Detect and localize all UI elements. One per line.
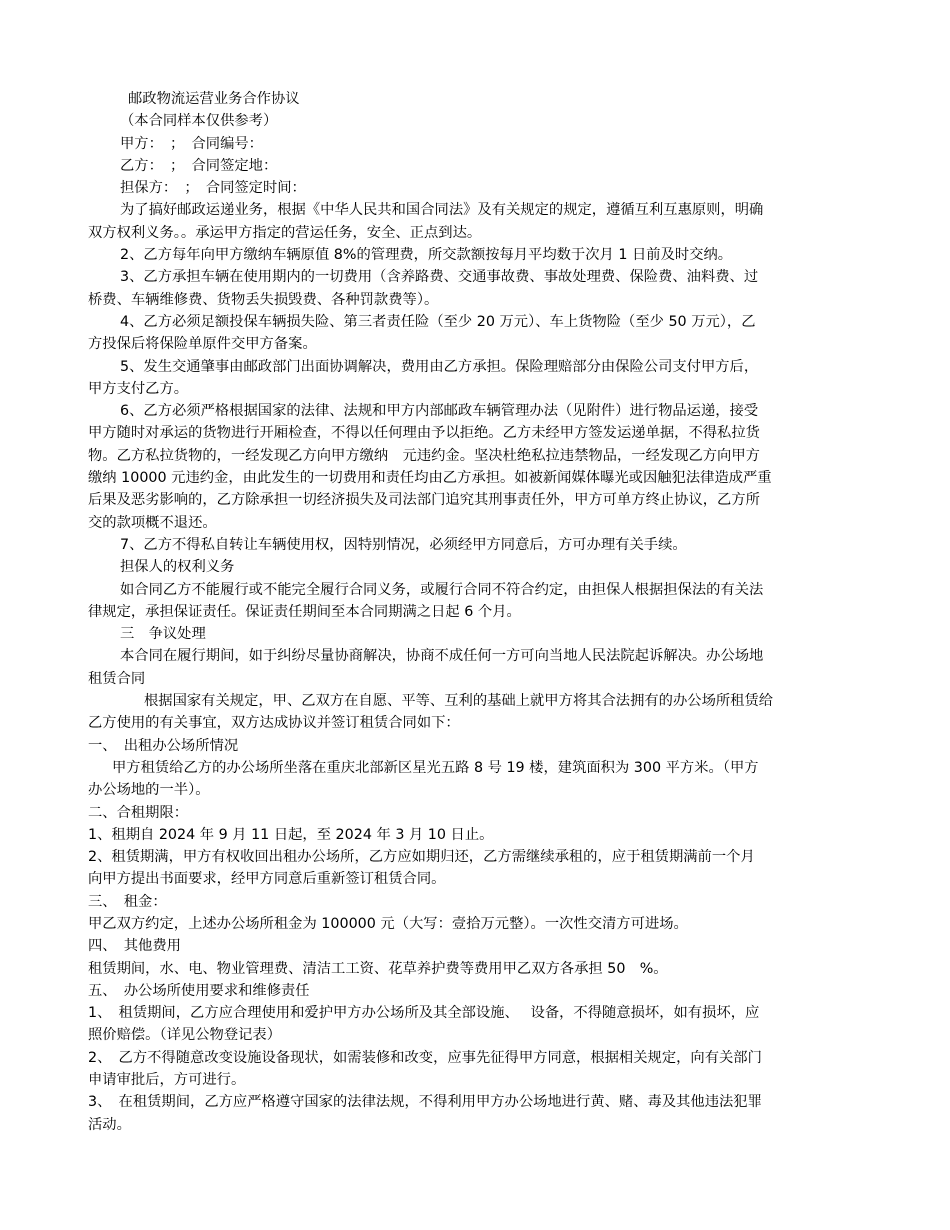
- document-line: 甲方随时对承运的货物进行开厢检查，不得以任何理由予以拒绝。乙方未经甲方签发运递单据，不得私拉货: [88, 425, 760, 442]
- document-line: 3、乙方承担车辆在使用期内的一切费用（含养路费、交通事故费、事故处理费、保险费、油料费、过: [120, 269, 759, 286]
- document-line: 7、乙方不得私自转让车辆使用权，因特别情况，必须经甲方同意后，方可办理有关手续。: [120, 536, 687, 553]
- document-line: 四、 其他费用: [88, 938, 181, 955]
- document-line: 律规定，承担保证责任。保证责任期间至本合同期满之日起 6 个月。: [88, 603, 521, 620]
- document-line: 租赁期间，水、电、物业管理费、清洁工工资、花草养护费等费用甲乙双方各承担 50 %。: [88, 960, 668, 977]
- document-line: 三、 租金：: [88, 893, 167, 910]
- document-line: 桥费、车辆维修费、货物丢失损毁费、各种罚款费等）。: [88, 291, 439, 308]
- document-line: 如合同乙方不能履行或不能完全履行合同义务，或履行合同不符合约定，由担保人根据担保法的有关法: [120, 581, 764, 598]
- document-line: 1、 租赁期间，乙方应合理使用和爱护甲方办公场所及其全部设施、 设备，不得随意损坏，如有损坏，应: [88, 1005, 760, 1022]
- document-line: 2、 乙方不得随意改变设施设备现状，如需装修和改变，应事先征得甲方同意，根据相关规定，向有关部门: [88, 1049, 762, 1066]
- document-line: 2、乙方每年向甲方缴纳车辆原值 8%的管理费，所交款额按每月平均数于次月 1 日前及时交纳。: [120, 247, 733, 264]
- document-line: 根据国家有关规定，甲、乙双方在自愿、平等、互利的基础上就甲方将其合法拥有的办公场所租赁给: [144, 693, 774, 710]
- document-line: 申请审批后，方可进行。: [88, 1072, 246, 1089]
- document-line: （本合同样本仅供参考）: [120, 113, 278, 130]
- document-line: 1、租期自 2024 年 9 月 11 日起，至 2024 年 3 月 10 日止。: [88, 826, 494, 843]
- document-line: 5、发生交通肇事由邮政部门出面协调解决，费用由乙方承担。保险理赔部分由保险公司支付甲方后，: [120, 358, 759, 375]
- document-line: 活动。: [88, 1116, 131, 1133]
- document-line: 二、合租期限：: [88, 804, 189, 821]
- document-line: 6、乙方必须严格根据国家的法律、法规和甲方内部邮政车辆管理办法（见附件）进行物品运递，接受: [120, 403, 759, 420]
- document-line: 后果及恶劣影响的，乙方除承担一切经济损失及司法部门追究其刑事责任外，甲方可单方终止协议，乙方所: [88, 492, 760, 509]
- document-line: 一、 出租办公场所情况: [88, 737, 239, 754]
- document-line: 甲方租赁给乙方的办公场所坐落在重庆北部新区星光五路 8 号 19 楼，建筑面积为 300 平方米。（甲方: [112, 759, 759, 776]
- document-line: 担保方： ； 合同签定时间：: [120, 180, 306, 197]
- document-line: 邮政物流运营业务合作协议: [128, 91, 300, 107]
- document-line: 乙方使用的有关事宜，双方达成协议并签订租赁合同如下：: [88, 715, 460, 732]
- document-line: 办公场地的一半）。: [88, 782, 210, 799]
- document-line: 2、租赁期满，甲方有权收回出租办公场所，乙方应如期归还，乙方需继续承租的，应于租赁期满前一个月: [88, 849, 755, 866]
- document-line: 照价赔偿。（详见公物登记表）: [88, 1027, 282, 1044]
- document-line: 为了搞好邮政运递业务，根据《中华人民共和国合同法》及有关规定的规定，遵循互利互惠原则，明确: [120, 202, 764, 219]
- document-line: 方投保后将保险单原件交甲方备案。: [88, 336, 317, 353]
- document-page: [88, 88, 868, 1136]
- document-line: 甲乙双方约定，上述办公场所租金为 100000 元（大写：壹拾万元整）。一次性交清方可进场。: [88, 915, 688, 932]
- document-line: 乙方： ； 合同签定地：: [120, 157, 278, 174]
- document-line: 甲方： ； 合同编号：: [120, 135, 263, 152]
- document-line: 租赁合同: [88, 670, 146, 687]
- document-line: 4、乙方必须足额投保车辆损失险、第三者责任险（至少 20 万元）、车上货物险（至少 50 万元），乙: [120, 313, 756, 330]
- document-line: 五、 办公场所使用要求和维修责任: [88, 982, 310, 999]
- document-line: 本合同在履行期间，如于纠纷尽量协商解决，协商不成任何一方可向当地人民法院起诉解决。办公场地: [120, 648, 764, 665]
- document-line: 三 争议处理: [120, 626, 206, 643]
- document-line: 甲方支付乙方。: [88, 380, 189, 397]
- document-line: 交的款项概不退还。: [88, 514, 217, 531]
- document-line: 缴纳 10000 元违约金，由此发生的一切费用和责任均由乙方承担。如被新闻媒体曝光或因触犯法律造成严重: [88, 470, 772, 487]
- document-line: 3、 在租赁期间，乙方应严格遵守国家的法律法规，不得利用甲方办公场地进行黄、赌、毒及其他违法犯罪: [88, 1094, 762, 1111]
- document-line: 双方权利义务。。承运甲方指定的营运任务，安全、正点到达。: [88, 224, 482, 241]
- document-line: 担保人的权利义务: [120, 559, 235, 576]
- document-line: 物。乙方私拉货物的，一经发现乙方向甲方缴纳 元违约金。坚决杜绝私拉违禁物品，一经发现乙方向甲方: [88, 447, 760, 464]
- document-line: 向甲方提出书面要求，经甲方同意后重新签订租赁合同。: [88, 871, 446, 888]
